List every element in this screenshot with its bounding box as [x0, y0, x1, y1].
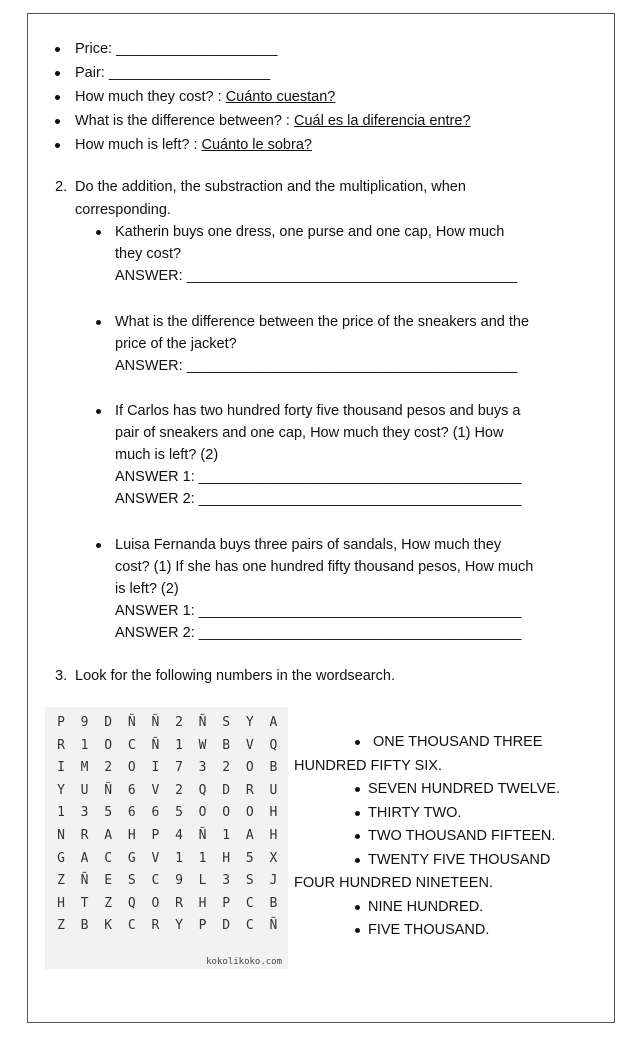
question-carlos-cont: pair of sneakers and one cap, How much they cost? (1) How	[115, 425, 504, 441]
wordsearch-cell[interactable]: Ñ	[127, 715, 136, 730]
wordsearch-cell[interactable]: W	[198, 737, 207, 753]
wordsearch-cell[interactable]: Q	[198, 782, 207, 798]
wordsearch-cell[interactable]: Z	[57, 873, 65, 889]
wordsearch-cell[interactable]: K	[104, 918, 113, 934]
wordsearch-cell[interactable]: 3	[222, 873, 231, 889]
wordsearch-cell[interactable]: S	[222, 715, 231, 730]
wordsearch-cell[interactable]: D	[222, 782, 231, 798]
number-item-712: SEVEN HUNDRED TWELVE.	[368, 781, 561, 797]
wordsearch-cell[interactable]: H	[127, 828, 136, 843]
question-katherin-cont: they cost?	[115, 246, 182, 262]
wordsearch-cell[interactable]: R	[175, 895, 183, 911]
wordsearch-cell[interactable]: R	[57, 737, 65, 753]
vocab-item-difference: What is the difference between? : Cuál es la diferencia entre?	[75, 113, 471, 129]
wordsearch-credit: kokolikoko.com	[206, 957, 282, 967]
wordsearch-cell[interactable]: O	[198, 805, 207, 821]
wordsearch-cell[interactable]: O	[104, 737, 113, 753]
number-item-32: THIRTY TWO.	[368, 805, 462, 821]
number-item-5000: FIVE THOUSAND.	[368, 922, 490, 938]
wordsearch-cell[interactable]: Z	[57, 918, 65, 934]
vocab-item-price: Price: ____________________	[75, 41, 278, 57]
wordsearch-cell[interactable]: Y	[57, 782, 65, 798]
wordsearch-cell[interactable]: B	[222, 737, 231, 753]
section-2-instructions: Do the addition, the substraction and the multiplication, when	[75, 179, 466, 195]
wordsearch-cell[interactable]: A	[269, 715, 278, 730]
wordsearch-cell[interactable]: X	[269, 850, 278, 866]
question-carlos-cont2: much is left? (2)	[115, 447, 219, 463]
wordsearch-cell[interactable]: A	[245, 828, 254, 843]
wordsearch-cell[interactable]: O	[245, 760, 254, 776]
wordsearch-grid	[45, 707, 288, 969]
bullet-dot	[355, 787, 360, 792]
bullet-dot	[355, 811, 360, 816]
wordsearch-cell[interactable]: Ñ	[151, 715, 160, 730]
wordsearch-cell[interactable]: Y	[175, 918, 183, 934]
vocab-item-left: How much is left? : Cuánto le sobra?	[75, 137, 312, 153]
wordsearch-cell[interactable]: P	[222, 895, 231, 911]
vocab-item-cost: How much they cost? : Cuánto cuestan?	[75, 89, 336, 105]
bullet-dot	[55, 71, 60, 76]
number-item-25419-cont: FOUR HUNDRED NINETEEN.	[294, 875, 493, 891]
wordsearch-cell[interactable]: O	[222, 805, 231, 821]
wordsearch-cell[interactable]: Ñ	[198, 715, 207, 730]
wordsearch-cell[interactable]: S	[245, 873, 254, 889]
wordsearch-cell[interactable]: 4	[175, 828, 183, 843]
wordsearch-cell[interactable]: A	[80, 850, 89, 866]
wordsearch-cell[interactable]: U	[269, 782, 278, 798]
wordsearch-cell[interactable]: S	[127, 873, 136, 889]
answer-line[interactable]: ANSWER: _________________________________________	[115, 358, 518, 374]
wordsearch-cell[interactable]: 1	[57, 805, 65, 821]
number-item-25419: TWENTY FIVE THOUSAND	[368, 852, 551, 868]
wordsearch-cell[interactable]: J	[269, 873, 278, 889]
bullet-dot	[355, 858, 360, 863]
wordsearch-cell[interactable]: Ñ	[151, 737, 160, 753]
wordsearch-cell[interactable]: O	[245, 805, 254, 821]
wordsearch-cell[interactable]: 6	[127, 805, 136, 821]
question-luisa: Luisa Fernanda buys three pairs of sandals, How much they	[115, 537, 502, 553]
section-3-instructions: Look for the following numbers in the wordsearch.	[75, 668, 395, 684]
wordsearch-cell[interactable]: E	[104, 873, 113, 889]
wordsearch-cell[interactable]: O	[127, 760, 136, 776]
wordsearch-cell[interactable]: C	[151, 873, 160, 889]
bullet-dot	[355, 928, 360, 933]
wordsearch-cell[interactable]: 1	[198, 850, 207, 866]
wordsearch-cell[interactable]: 3	[198, 760, 207, 776]
wordsearch-cell[interactable]: 9	[175, 873, 183, 889]
wordsearch-cell[interactable]: Q	[269, 737, 278, 753]
wordsearch-cell[interactable]: H	[57, 895, 65, 911]
wordsearch-cell[interactable]: 1	[222, 828, 231, 843]
wordsearch-cell[interactable]: 5	[175, 805, 183, 821]
wordsearch-cell[interactable]: I	[151, 760, 160, 776]
wordsearch-cell[interactable]: H	[222, 850, 231, 866]
wordsearch-cell[interactable]: Y	[245, 715, 254, 730]
bullet-dot	[96, 230, 101, 235]
wordsearch-cell[interactable]: Z	[104, 895, 113, 911]
number-item-900: NINE HUNDRED.	[368, 899, 484, 915]
wordsearch-cell[interactable]: D	[104, 715, 113, 730]
bullet-dot	[355, 740, 360, 745]
wordsearch-cell[interactable]: C	[127, 737, 136, 753]
wordsearch-cell[interactable]: P	[198, 918, 207, 934]
answer-1-line[interactable]: ANSWER 1: ________________________________________	[115, 469, 522, 485]
question-carlos: If Carlos has two hundred forty five thousand pesos and buys a	[115, 403, 521, 419]
wordsearch-cell[interactable]: G	[57, 850, 65, 866]
answer-1-line[interactable]: ANSWER 1: ________________________________________	[115, 603, 522, 619]
wordsearch-cell[interactable]: P	[151, 828, 160, 843]
number-item-1356-cont: HUNDRED FIFTY SIX.	[294, 758, 442, 774]
wordsearch-cell[interactable]: H	[269, 828, 278, 843]
wordsearch-cell[interactable]: U	[80, 782, 89, 798]
wordsearch-cell[interactable]: G	[127, 850, 136, 866]
bullet-dot	[355, 905, 360, 910]
answer-line[interactable]: ANSWER: _________________________________________	[115, 268, 518, 284]
wordsearch-cell[interactable]: C	[245, 918, 254, 934]
wordsearch-cell[interactable]: B	[269, 760, 278, 776]
wordsearch-cell[interactable]: L	[198, 873, 207, 889]
wordsearch-cell[interactable]: 9	[80, 715, 89, 730]
bullet-dot	[96, 543, 101, 548]
wordsearch-cell[interactable]: Ñ	[198, 828, 207, 843]
wordsearch-cell[interactable]: V	[151, 850, 160, 866]
wordsearch-cell[interactable]: C	[127, 918, 136, 934]
question-luisa-cont: cost? (1) If she has one hundred fifty thousand pesos, How much	[115, 559, 534, 575]
question-luisa-cont2: is left? (2)	[115, 581, 179, 597]
wordsearch-cell[interactable]: 1	[80, 737, 89, 753]
vocab-item-pair: Pair: ____________________	[75, 65, 271, 81]
wordsearch-cell[interactable]: Ñ	[80, 873, 89, 889]
wordsearch-cell[interactable]: B	[80, 918, 89, 934]
wordsearch-cell[interactable]: 5	[245, 850, 254, 866]
question-katherin: Katherin buys one dress, one purse and one cap, How much	[115, 224, 505, 240]
wordsearch-cell[interactable]: A	[104, 828, 113, 843]
answer-2-line[interactable]: ANSWER 2: ________________________________________	[115, 625, 522, 641]
wordsearch-cell[interactable]: H	[269, 805, 278, 821]
wordsearch-cell[interactable]: Q	[127, 895, 136, 911]
wordsearch-cell[interactable]: P	[57, 715, 65, 730]
bullet-dot	[55, 119, 60, 124]
wordsearch-cell[interactable]: R	[151, 918, 160, 934]
bullet-dot	[96, 409, 101, 414]
wordsearch-cell[interactable]: C	[245, 895, 254, 911]
bullet-dot	[55, 143, 60, 148]
wordsearch-cell[interactable]: T	[80, 895, 89, 911]
wordsearch-cell[interactable]: H	[198, 895, 207, 911]
wordsearch-cell[interactable]: 7	[175, 760, 183, 776]
section-3-number: 3.	[55, 668, 68, 684]
wordsearch-cell[interactable]: M	[80, 760, 89, 776]
question-sneakers-jacket-cont: price of the jacket?	[115, 336, 237, 352]
wordsearch-cell[interactable]: 2	[104, 760, 113, 776]
bullet-dot	[96, 320, 101, 325]
wordsearch-cell[interactable]: N	[57, 828, 65, 843]
wordsearch-cell[interactable]: V	[151, 782, 160, 798]
wordsearch-cell[interactable]: R	[245, 782, 254, 798]
bullet-dot	[55, 95, 60, 100]
wordsearch-cell[interactable]: V	[245, 737, 254, 753]
wordsearch-cell[interactable]: 1	[175, 737, 183, 753]
wordsearch-cell[interactable]: O	[151, 895, 160, 911]
section-2-instructions-cont: corresponding.	[75, 202, 171, 218]
answer-2-line[interactable]: ANSWER 2: ________________________________________	[115, 491, 522, 507]
wordsearch-cell[interactable]: Ñ	[269, 918, 278, 934]
wordsearch-cell[interactable]: 5	[104, 805, 113, 821]
wordsearch-cell[interactable]: Ñ	[104, 782, 113, 798]
question-sneakers-jacket: What is the difference between the price of the sneakers and the	[115, 314, 530, 330]
wordsearch-cell[interactable]: 3	[80, 805, 89, 821]
wordsearch-cell[interactable]: D	[222, 918, 231, 934]
wordsearch-cell[interactable]: 6	[127, 782, 136, 798]
wordsearch-cell[interactable]: 6	[151, 805, 160, 821]
wordsearch-cell[interactable]: R	[80, 828, 89, 843]
wordsearch-cell[interactable]: 2	[175, 782, 183, 798]
bullet-dot	[355, 834, 360, 839]
wordsearch-cell[interactable]: C	[104, 850, 113, 866]
wordsearch-cell[interactable]: 1	[175, 850, 183, 866]
wordsearch-cell[interactable]: 2	[175, 715, 183, 730]
bullet-dot	[55, 47, 60, 52]
number-item-1356: ONE THOUSAND THREE	[373, 734, 543, 750]
wordsearch-cell[interactable]: 2	[222, 760, 231, 776]
wordsearch-cell[interactable]: B	[269, 895, 278, 911]
wordsearch-cell[interactable]: I	[57, 760, 65, 776]
number-item-2015: TWO THOUSAND FIFTEEN.	[368, 828, 556, 844]
section-2-number: 2.	[55, 179, 68, 195]
